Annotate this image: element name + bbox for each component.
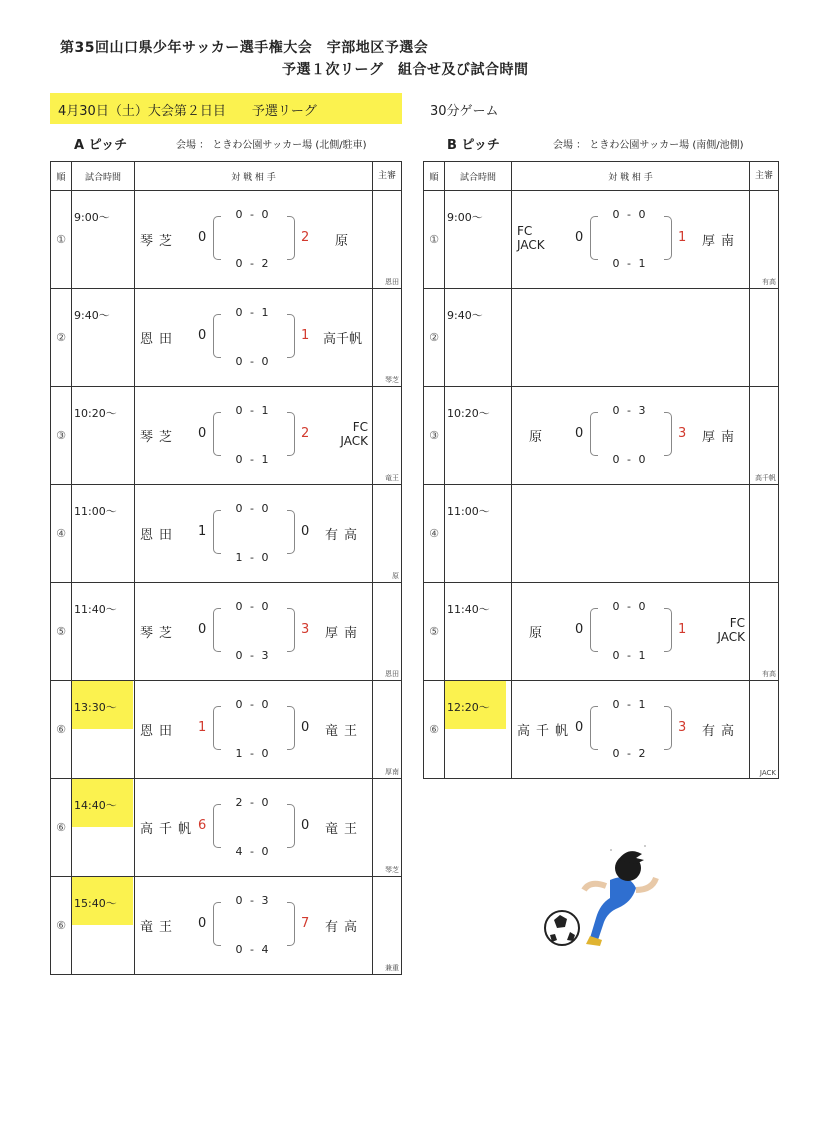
kickoff-time: 9:40～ [74,309,110,322]
kickoff-time: 12:20～ [447,701,490,714]
kickoff-time: 13:30～ [74,701,117,714]
referee-cell [373,289,402,387]
pitch-b-venue: 会場 ： ときわ公園サッカー場 (南側/池側) [553,140,744,151]
day-banner: 4月30日（土）大会第２日目 予選リーグ [50,93,402,124]
second-half-score: 0 - 1 [612,257,648,270]
bracket-left [213,706,221,750]
match-number: ⑥ [51,877,72,975]
first-half-score: 0 - 1 [235,306,271,319]
away-team: FC JACK [340,420,368,448]
home-score: 0 [198,328,207,343]
header-time: 試合時間 [72,162,135,191]
time-cell [72,387,135,485]
match-pairing [135,583,372,680]
schedule-row [424,485,779,583]
schedule-row [51,289,402,387]
first-half-score: 0 - 1 [235,404,271,417]
referee-cell [373,583,402,681]
pitch-a-venue: 会場 ： ときわ公園サッカー場 (北側/駐車) [176,140,367,151]
time-cell [72,289,135,387]
referee: JACK [759,769,776,777]
match-pairing [135,779,372,876]
header-match: 対 戦 相 手 [135,162,373,191]
first-half-score: 0 - 1 [612,698,648,711]
match-cell [512,485,750,583]
time-cell [72,877,135,975]
first-half-score: 0 - 0 [235,208,271,221]
away-team: 厚南 [325,626,364,641]
away-score: 3 [678,426,687,441]
referee: 琴芝 [385,376,399,384]
away-score: 2 [301,426,310,441]
kickoff-time: 11:40～ [447,603,490,616]
second-half-score: 0 - 0 [612,453,648,466]
match-number: ④ [424,485,445,583]
bracket-right [287,216,295,260]
referee-cell [750,583,779,681]
second-half-score: 0 - 0 [235,355,271,368]
first-half-score: 0 - 0 [612,208,648,221]
home-score: 0 [575,622,584,637]
second-half-score: 1 - 0 [235,747,271,760]
home-team: 原 [529,626,549,641]
home-score: 6 [198,818,207,833]
kickoff-time: 9:00～ [74,211,110,224]
header-time: 試合時間 [445,162,512,191]
first-half-score: 0 - 3 [235,894,271,907]
match-pairing [512,191,749,288]
kickoff-time: 11:00～ [74,505,117,518]
away-score: 2 [301,230,310,245]
bracket-right [664,412,672,456]
referee-cell [750,191,779,289]
match-cell [512,681,750,779]
second-half-score: 0 - 2 [235,257,271,270]
bracket-left [213,608,221,652]
bracket-right [287,902,295,946]
time-cell [72,681,135,779]
second-half-score: 0 - 1 [235,453,271,466]
header-no: 順 [424,162,445,191]
schedule-row [51,779,402,877]
away-team: 高千帆 [323,332,363,347]
away-team: FC JACK [717,616,745,644]
referee-cell [373,387,402,485]
referee-cell [373,191,402,289]
pitch-b-title: B ピッチ [447,138,500,153]
kickoff-time: 11:40～ [74,603,117,616]
match-pairing [135,681,372,778]
away-score: 0 [301,720,310,735]
bracket-left [213,216,221,260]
bracket-right [287,412,295,456]
home-score: 0 [198,622,207,637]
match-cell [135,485,373,583]
home-score: 1 [198,524,207,539]
away-team: 竜王 [325,724,364,739]
second-half-score: 0 - 3 [235,649,271,662]
second-half-score: 0 - 4 [235,943,271,956]
referee-cell [373,681,402,779]
referee: 兼重 [385,964,399,972]
bracket-right [287,706,295,750]
referee: 有高 [762,278,776,286]
time-cell [72,485,135,583]
home-score: 0 [575,230,584,245]
away-score: 3 [301,622,310,637]
referee: 竜王 [385,474,399,482]
bracket-left [590,216,598,260]
bracket-left [213,314,221,358]
match-cell [135,681,373,779]
referee: 厚南 [385,768,399,776]
second-half-score: 4 - 0 [235,845,271,858]
away-team: 有高 [702,724,741,739]
bracket-right [664,216,672,260]
time-cell [445,289,512,387]
match-pairing [512,387,749,484]
kickoff-time: 14:40～ [74,799,117,812]
match-cell [512,289,750,387]
match-cell [135,583,373,681]
referee: 高千帆 [755,474,776,482]
home-team: 恩田 [140,528,179,543]
home-score: 0 [198,230,207,245]
first-half-score: 2 - 0 [235,796,271,809]
referee: 恩田 [385,278,399,286]
match-cell [135,779,373,877]
bracket-right [287,510,295,554]
match-pairing [512,681,749,778]
bracket-left [213,510,221,554]
referee-cell [373,779,402,877]
referee-cell [750,485,779,583]
referee: 原 [392,572,399,580]
away-score: 1 [301,328,310,343]
match-pairing [512,583,749,680]
kickoff-time: 9:00～ [447,211,483,224]
document-subtitle: 予選１次リーグ 組合せ及び試合時間 [282,62,529,78]
time-cell [72,779,135,877]
bracket-left [213,804,221,848]
away-team: 原 [335,234,355,249]
match-number: ② [51,289,72,387]
first-half-score: 0 - 0 [235,600,271,613]
game-length: 30分ゲーム [430,104,499,119]
pitch-b-schedule-table [423,161,779,779]
referee: 有高 [762,670,776,678]
away-score: 1 [678,622,687,637]
home-team: FC JACK [517,224,545,252]
schedule-row [424,191,779,289]
pitch-a-title: A ピッチ [74,138,128,153]
time-cell [445,485,512,583]
match-cell [512,191,750,289]
kickoff-time: 15:40～ [74,897,117,910]
header-no: 順 [51,162,72,191]
match-cell [135,387,373,485]
match-cell [135,191,373,289]
match-number: ① [51,191,72,289]
home-team: 恩田 [140,332,179,347]
away-score: 0 [301,818,310,833]
bracket-left [213,902,221,946]
home-score: 0 [575,426,584,441]
kickoff-time: 11:00～ [447,505,490,518]
match-pairing [135,289,372,386]
home-team: 高千帆 [140,822,198,837]
schedule-row [424,583,779,681]
away-score: 3 [678,720,687,735]
match-cell [135,877,373,975]
home-score: 1 [198,720,207,735]
second-half-score: 1 - 0 [235,551,271,564]
schedule-row [424,387,779,485]
match-number: ⑤ [424,583,445,681]
match-number: ① [424,191,445,289]
time-cell [445,681,512,779]
home-team: 高千帆 [517,724,575,739]
away-team: 厚南 [702,430,741,445]
referee-cell [750,289,779,387]
match-number: ⑥ [51,681,72,779]
second-half-score: 0 - 2 [612,747,648,760]
kickoff-time: 9:40～ [447,309,483,322]
time-cell [445,583,512,681]
home-team: 琴芝 [140,626,179,641]
header-ref: 主審 [373,162,402,191]
home-team: 原 [529,430,549,445]
referee: 恩田 [385,670,399,678]
away-team: 有高 [325,920,364,935]
time-cell [445,387,512,485]
first-half-score: 0 - 0 [235,698,271,711]
match-cell [512,387,750,485]
referee-cell [373,485,402,583]
schedule-row [51,583,402,681]
match-number: ④ [51,485,72,583]
first-half-score: 0 - 0 [235,502,271,515]
match-pairing [135,485,372,582]
first-half-score: 0 - 0 [612,600,648,613]
schedule-row [424,681,779,779]
schedule-row [51,387,402,485]
match-number: ③ [51,387,72,485]
referee-cell [373,877,402,975]
away-score: 1 [678,230,687,245]
match-cell [135,289,373,387]
home-team: 琴芝 [140,234,179,249]
home-score: 0 [198,426,207,441]
home-team: 恩田 [140,724,179,739]
soccer-player-icon [540,840,670,950]
match-number: ② [424,289,445,387]
match-pairing [135,387,372,484]
referee-cell [750,681,779,779]
bracket-right [664,706,672,750]
kickoff-time: 10:20～ [447,407,490,420]
match-pairing [135,191,372,288]
time-cell [445,191,512,289]
schedule-row [424,289,779,387]
schedule-row [51,877,402,975]
header-ref: 主審 [750,162,779,191]
time-cell [72,583,135,681]
bracket-left [590,706,598,750]
away-score: 7 [301,916,310,931]
schedule-row [51,485,402,583]
bracket-right [287,804,295,848]
away-team: 厚南 [702,234,741,249]
home-team: 竜王 [140,920,179,935]
first-half-score: 0 - 3 [612,404,648,417]
away-team: 竜王 [325,822,364,837]
schedule-row [51,191,402,289]
bracket-left [590,412,598,456]
referee: 琴芝 [385,866,399,874]
referee-cell [750,387,779,485]
bracket-right [287,608,295,652]
header-match: 対 戦 相 手 [512,162,750,191]
match-number: ③ [424,387,445,485]
match-pairing [135,877,372,974]
match-number: ⑤ [51,583,72,681]
bracket-right [664,608,672,652]
match-number: ⑥ [51,779,72,877]
schedule-row [51,681,402,779]
home-score: 0 [198,916,207,931]
match-number: ⑥ [424,681,445,779]
away-team: 有高 [325,528,364,543]
home-team: 琴芝 [140,430,179,445]
bracket-left [213,412,221,456]
kickoff-time: 10:20～ [74,407,117,420]
pitch-a-schedule-table [50,161,402,975]
second-half-score: 0 - 1 [612,649,648,662]
bracket-left [590,608,598,652]
bracket-right [287,314,295,358]
match-cell [512,583,750,681]
away-score: 0 [301,524,310,539]
document-title: 第35回山口県少年サッカー選手権大会 宇部地区予選会 [60,40,429,56]
time-cell [72,191,135,289]
home-score: 0 [575,720,584,735]
